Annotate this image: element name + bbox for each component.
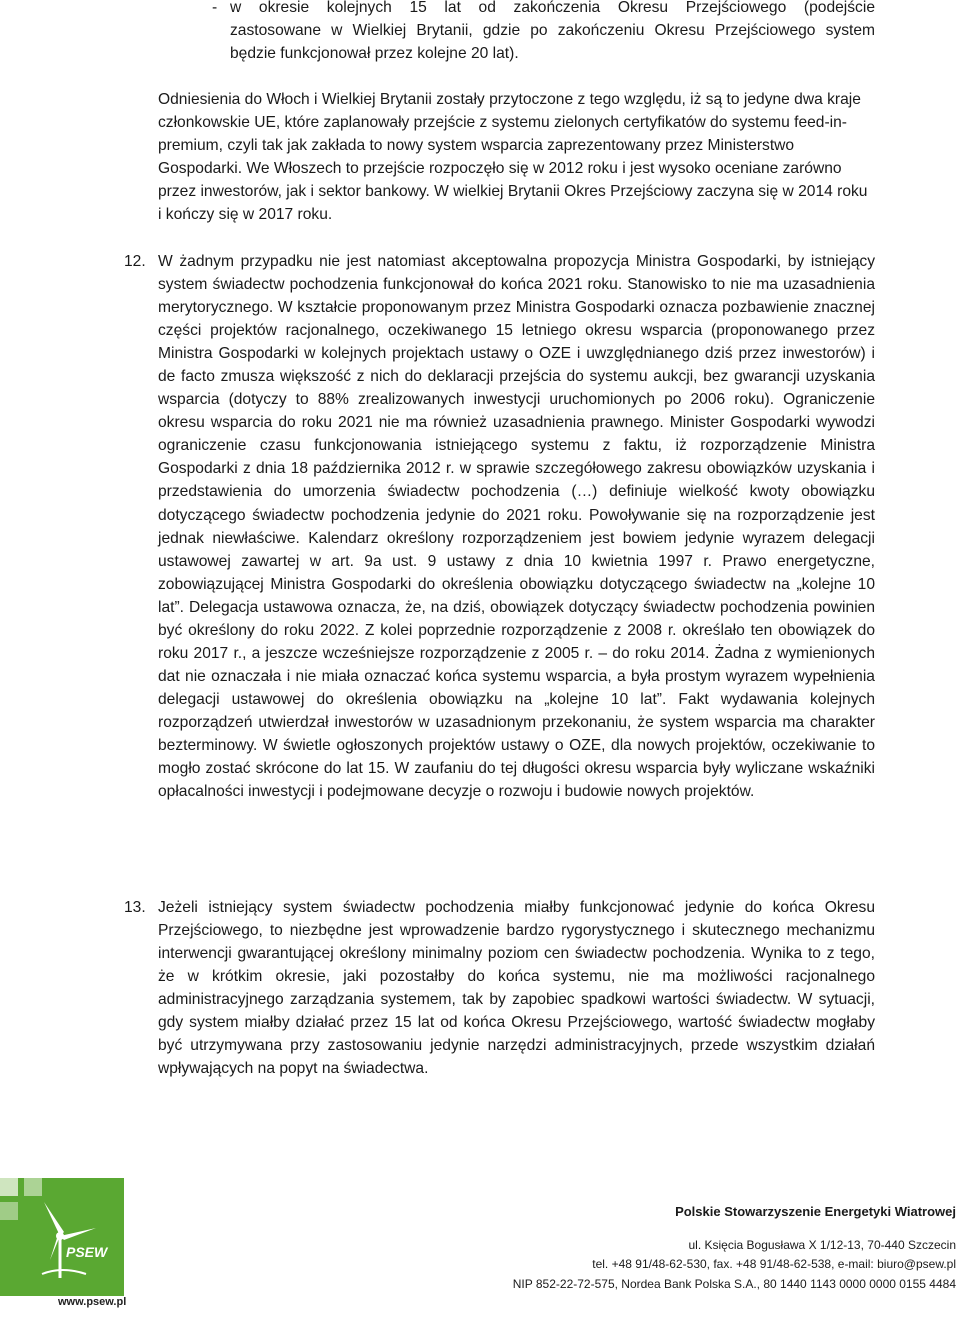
bullet-line-1: w okresie kolejnych 15 lat od zakończenia Okresu Przejściowego (podejście bbox=[230, 0, 875, 16]
footer-address: ul. Księcia Bogusława X 1/12-13, 70-440 Szczecin bbox=[688, 1238, 956, 1252]
wind-turbine-icon bbox=[0, 1178, 124, 1296]
item-13-number: 13. bbox=[124, 899, 146, 916]
bullet-line-3: będzie funkcjonował przez kolejne 20 lat). bbox=[230, 45, 519, 62]
website-link[interactable]: www.psew.pl bbox=[58, 1296, 127, 1308]
intro-paragraph: Odniesienia do Włoch i Wielkiej Brytanii zostały przytoczone z tego względu, iż są to jedyne dwa kraje członkowskie UE, które zaplanowały przejście z systemu zielonych certyfikatów do systemu feed-in-premium, czyli tak jak zakłada to nowy system wsparcia zaprezentowany przez Ministerstwo Gospodarki. We Włoszech to przejście rozpoczęło się w 2012 roku i jest wysoko oceniane zarówno przez inwestorów, jak i sektor bankowy. W wielkiej Brytanii Okres Przejściowy zaczyna się w 2014 roku i kończy się w 2017 roku. bbox=[158, 91, 868, 224]
footer-org-name: Polskie Stowarzyszenie Energetyki Wiatrowej bbox=[675, 1204, 956, 1219]
item-13-paragraph: Jeżeli istniejący system świadectw pochodzenia miałby funkcjonować jedynie do końca Okresu Przejściowego, to niezbędne jest wprowadzenie bardzo rygorystycznego i skutecznego mechanizmu interwencji gwarantującej określony minimalny poziom cen świadectw pochodzenia. Wynika to z tego, że w krótkim okresie, jaki pozostałby do końca systemu, nie ma możliwości racjonalnego administracyjnego zarządzania systemem, tak by zapobiec spadkowi wartości świadectw. W sytuacji, gdy system miałby działać przez 15 lat od końca Okresu Przejściowego, wartość świadectw mogłaby być utrzymywana przy zastosowaniu jedynie narzędzi administracyjnych, przede wszystkim działań wpływających na popyt na świadectwa. bbox=[158, 899, 875, 1078]
bullet-marker: - bbox=[212, 0, 218, 16]
footer-contact: tel. +48 91/48-62-530, fax. +48 91/48-62-538, e-mail: biuro@psew.pl bbox=[592, 1257, 956, 1271]
logo-text: PSEW bbox=[66, 1244, 108, 1260]
item-12-number: 12. bbox=[124, 253, 146, 270]
psew-logo bbox=[0, 1178, 124, 1296]
bullet-line-2: zastosowane w Wielkiej Brytanii, gdzie po zakończeniu Okresu Przejściowego system bbox=[230, 22, 875, 39]
footer-bank: NIP 852-22-72-575, Nordea Bank Polska S.A., 80 1440 1143 0000 0000 0155 4484 bbox=[512, 1277, 956, 1291]
item-12-paragraph: W żadnym przypadku nie jest natomiast akceptowalna propozycja Ministra Gospodarki, by istniejący system świadectw pochodzenia funkcjonował do końca 2021 roku. Stanowisko to nie ma uzasadnienia merytorycznego. W kształcie proponowanym przez Ministra Gospodarki oznacza pozbawienie znacznej części projektów racjonalnego, oczekiwanego 15 letniego okresu wsparcia (proponowanego przez Ministra Gospodarki w kolejnych projektach ustawy o OZE i uwzględnianego dziś przez inwestorów) i de facto zmusza większość z nich do deklaracji przejścia do systemu aukcji, bez gwarancji uzyskania wsparcia (dotyczy to 88% zrealizowanych inwestycji uruchomionych po 2006 roku). Ograniczenie okresu wsparcia do roku 2021 nie ma również uzasadnienia prawnego. Minister Gospodarki wywodzi ograniczenie czasu funkcjonowania istniejącego systemu z faktu, iż rozporządzenie Ministra Gospodarki z dnia 18 października 2012 r. w sprawie szczegółowego zakresu obowiązków uzyskania i przedstawienia do umorzenia świadectw pochodzenia (…) definiuje wielkość kwoty obowiązku dotyczącego świadectw pochodzenia jedynie do 2021 roku. Powoływanie się na rozporządzenie jest jednak niewłaściwe. Kalendarz określony rozporządzeniem jest bowiem jedynie wyrazem delegacji ustawowej zawartej w art. 9a ust. 9 ustawy z dnia 10 kwietnia 1997 r. Prawo energetyczne, zobowiązującej Ministra Gospodarki do określenia obowiązku dotyczącego świadectw na „kolejne 10 lat”. Delegacja ustawowa oznacza, że, na dziś, obowiązek dotyczący świadectw pochodzenia powinien być określony do roku 2022. Z kolei poprzednie rozporządzenie z 2008 r. określało ten obowiązek do roku 2017 r., a jeszcze wcześniejsze rozporządzenie z 2005 r. – do roku 2014. Żadna z wymienionych dat nie oznaczała i nie miała oznaczać końca systemu wsparcia, a była prostym wyrazem wypełnienia delegacji ustawowej do określenia obowiązku na „kolejne 10 lat”. Fakt wydawania kolejnych rozporządzeń utwierdzał inwestorów w uzasadnionym przekonaniu, że system wsparcia ma charakter bezterminowy. W świetle ogłoszonych projektów ustawy o OZE, dla nowych projektów, oczekiwanie to mogło zostać skrócone do lat 15. W zaufaniu do tej długości okresu wsparcia były wyliczane wskaźniki opłacalności inwestycji i podejmowane decyzje o rozwoju i budowie nowych projektów. bbox=[158, 253, 875, 801]
